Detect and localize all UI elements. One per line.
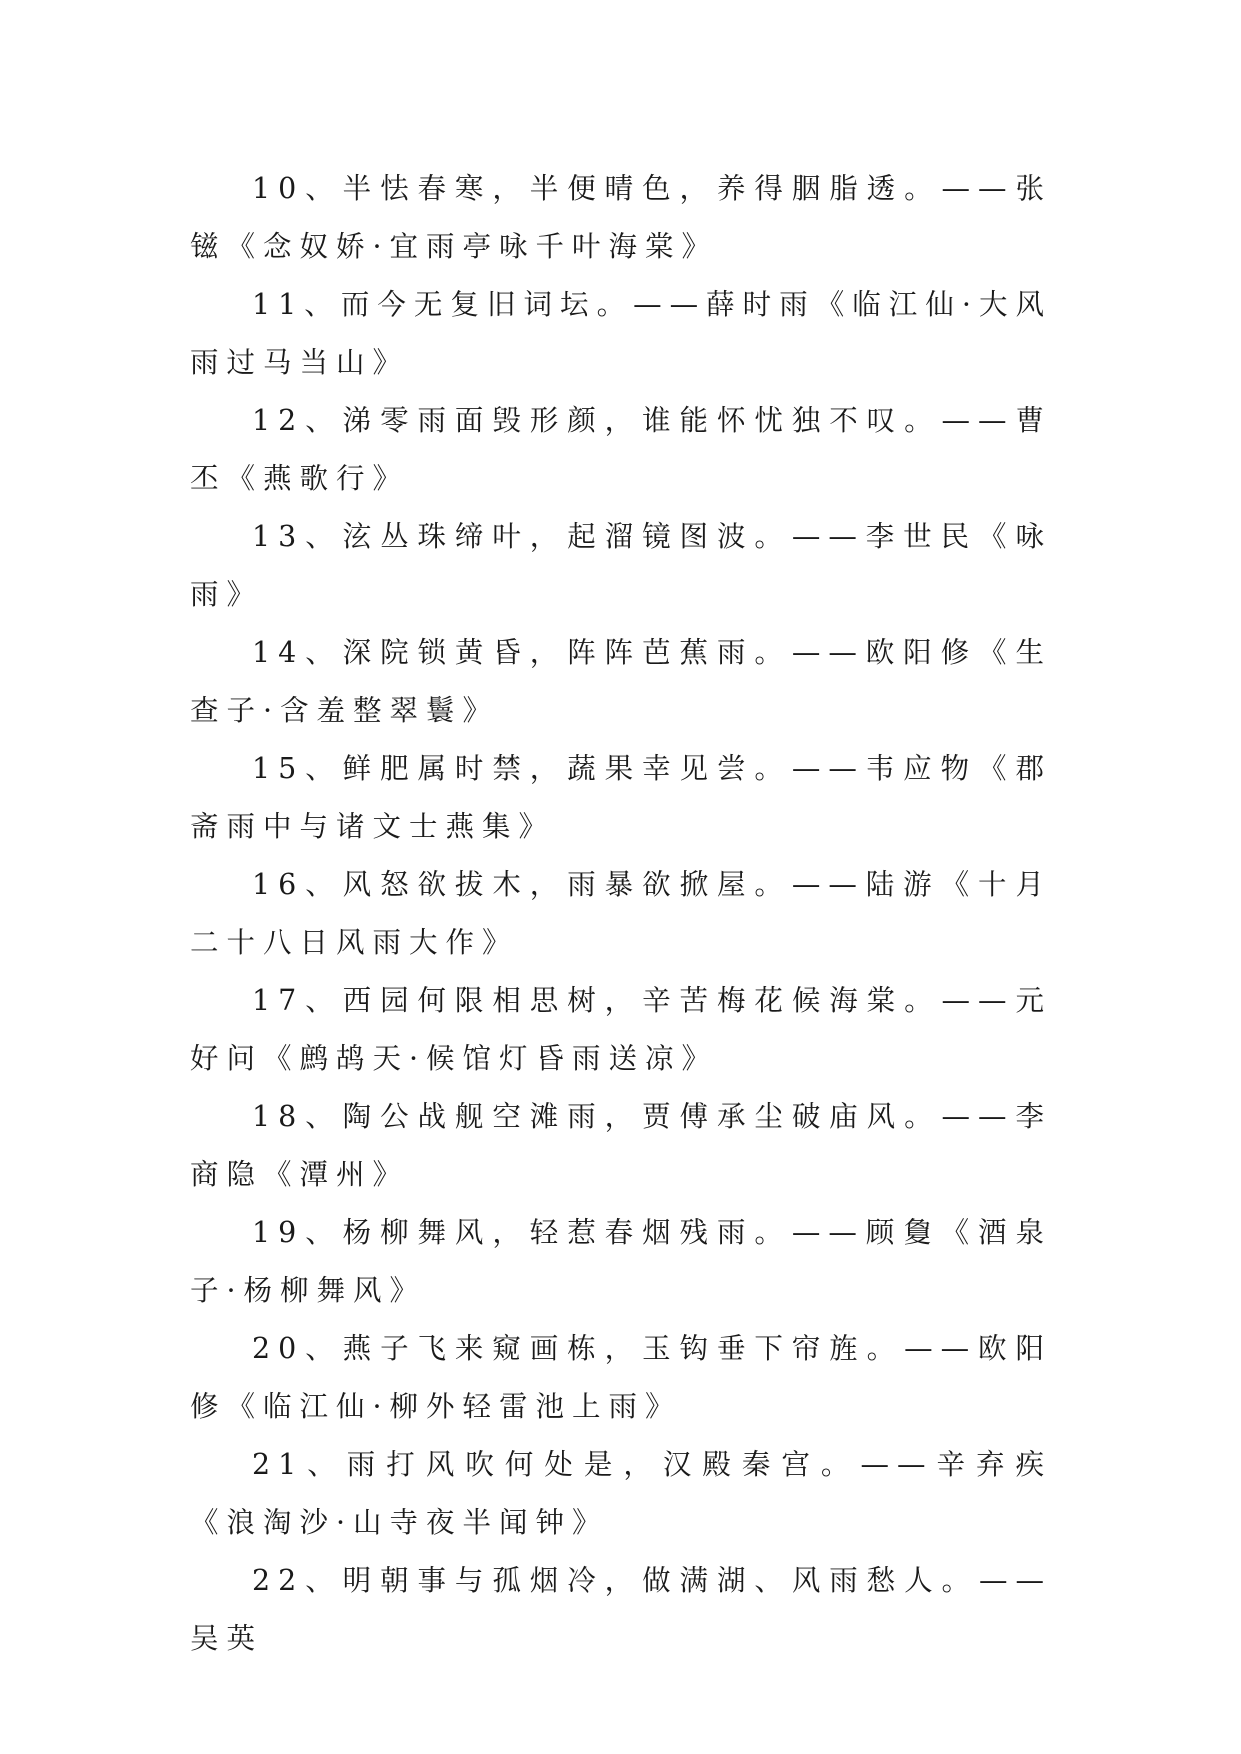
quote-text: 11、而今无复旧词坛。——薛时雨《临江仙·大风雨过马当山》 bbox=[190, 288, 1052, 379]
quote-text: 17、西园何限相思树，辛苦梅花候海棠。——元好问《鹧鸪天·候馆灯昏雨送凉》 bbox=[190, 984, 1052, 1075]
quote-entry-12 bbox=[190, 392, 1052, 508]
quote-text: 10、半怯春寒，半便晴色，养得胭脂透。——张镃《念奴娇·宜雨亭咏千叶海棠》 bbox=[190, 172, 1052, 263]
quote-text: 18、陶公战舰空滩雨，贾傅承尘破庙风。——李商隐《潭州》 bbox=[190, 1100, 1052, 1191]
quote-entry-18 bbox=[190, 1088, 1052, 1204]
quote-entry-20 bbox=[190, 1320, 1052, 1436]
quote-entry-14 bbox=[190, 624, 1052, 740]
quote-entry-21 bbox=[190, 1436, 1052, 1552]
quote-entry-19 bbox=[190, 1204, 1052, 1320]
quote-text: 21、雨打风吹何处是，汉殿秦宫。——辛弃疾《浪淘沙·山寺夜半闻钟》 bbox=[190, 1448, 1052, 1539]
quote-entry-11 bbox=[190, 276, 1052, 392]
quote-text: 12、涕零雨面毁形颜，谁能怀忧独不叹。——曹丕《燕歌行》 bbox=[190, 404, 1052, 495]
quote-text: 16、风怒欲拔木，雨暴欲掀屋。——陆游《十月二十八日风雨大作》 bbox=[190, 868, 1052, 959]
quote-entry-10 bbox=[190, 160, 1052, 276]
quote-text: 13、泫丛珠缔叶，起溜镜图波。——李世民《咏雨》 bbox=[190, 520, 1052, 611]
quote-text: 22、明朝事与孤烟冷，做满湖、风雨愁人。——吴英 bbox=[190, 1564, 1052, 1655]
quote-text: 15、鲜肥属时禁，蔬果幸见尝。——韦应物《郡斋雨中与诸文士燕集》 bbox=[190, 752, 1052, 843]
quote-text: 14、深院锁黄昏，阵阵芭蕉雨。——欧阳修《生查子·含羞整翠鬟》 bbox=[190, 636, 1052, 727]
quote-entry-16 bbox=[190, 856, 1052, 972]
quote-entry-13 bbox=[190, 508, 1052, 624]
quote-entry-22 bbox=[190, 1552, 1052, 1668]
quote-list bbox=[190, 160, 1052, 1668]
quote-text: 19、杨柳舞风，轻惹春烟残雨。——顾敻《酒泉子·杨柳舞风》 bbox=[190, 1216, 1052, 1307]
quote-entry-17 bbox=[190, 972, 1052, 1088]
quote-entry-15 bbox=[190, 740, 1052, 856]
quote-text: 20、燕子飞来窥画栋，玉钩垂下帘旌。——欧阳修《临江仙·柳外轻雷池上雨》 bbox=[190, 1332, 1052, 1423]
